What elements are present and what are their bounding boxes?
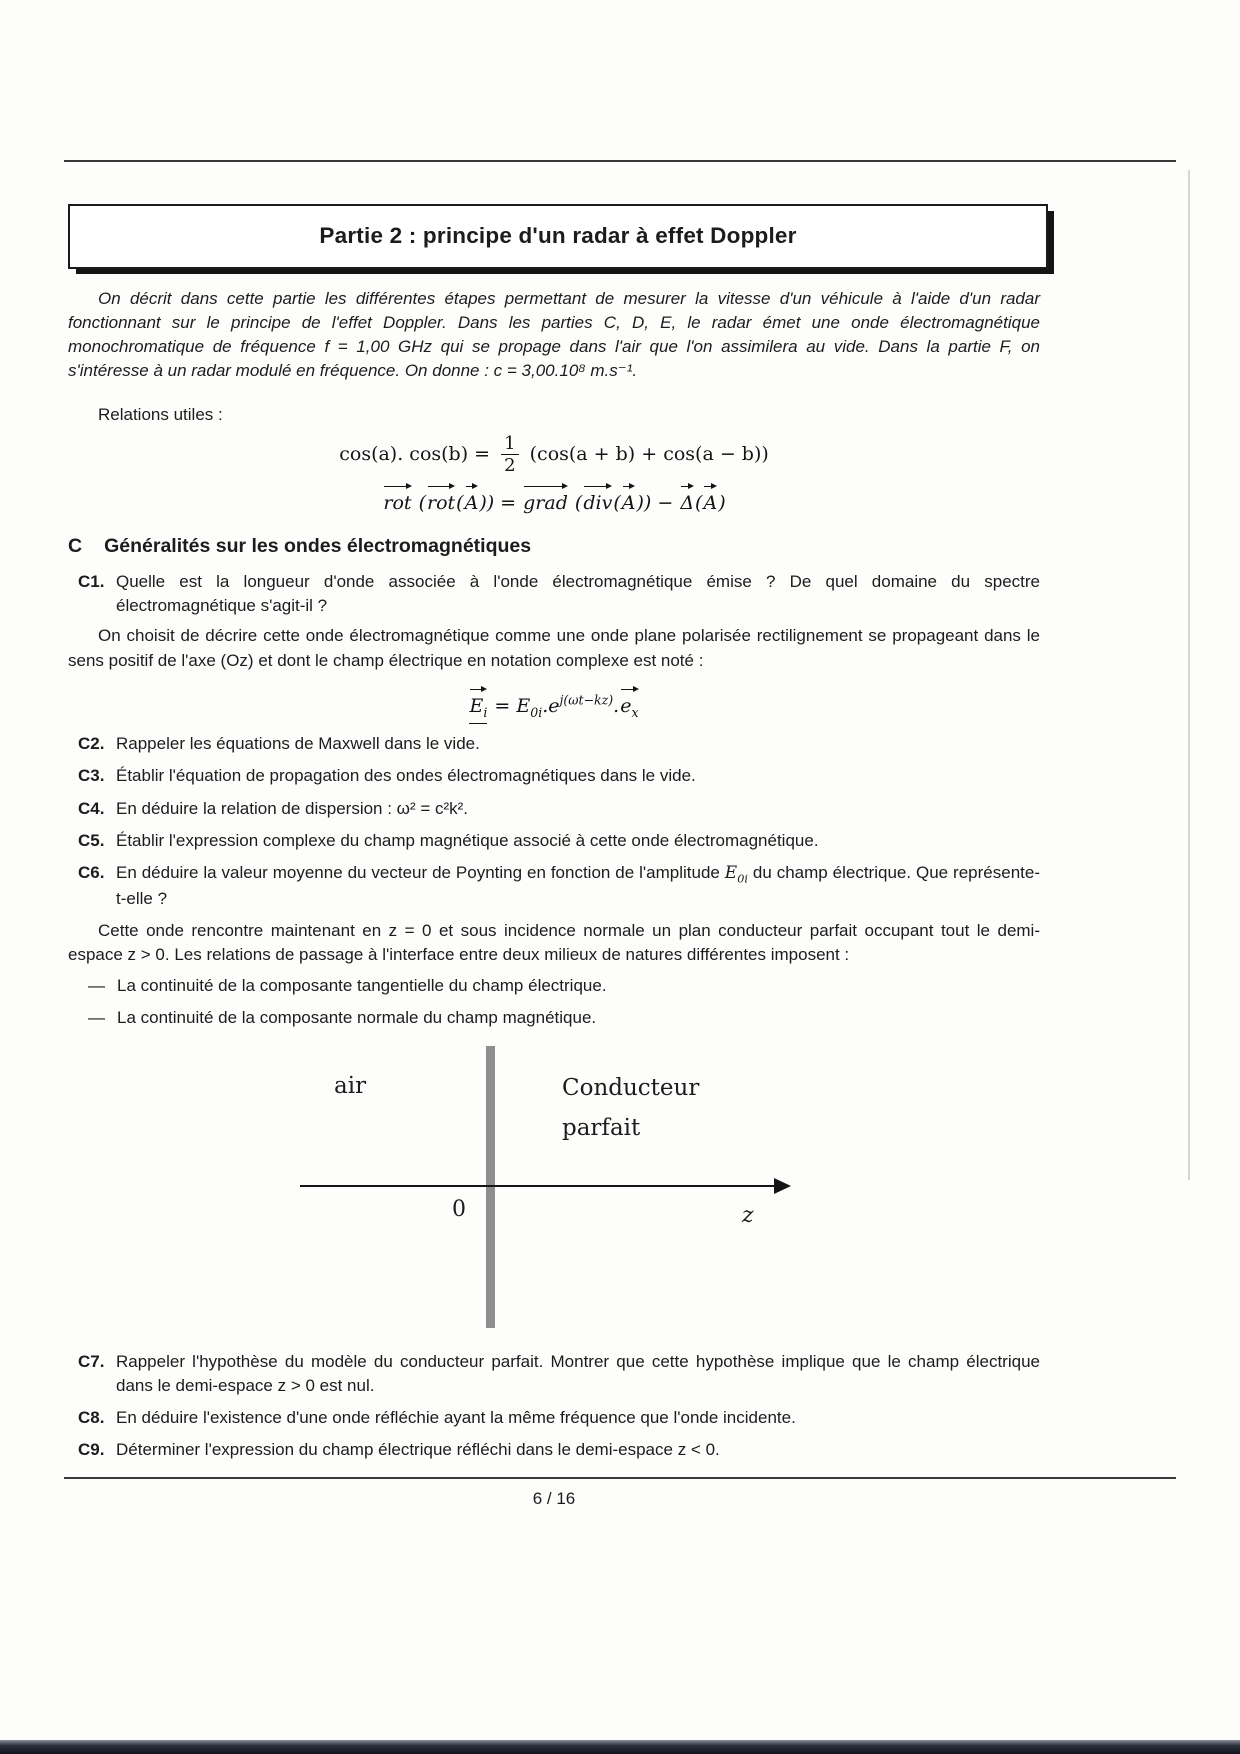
question-c7 [78,1350,1040,1398]
intro-paragraph: On décrit dans cette partie les différentes étapes permettant de mesurer la vitesse d'un véhicule à l'aide d'un radar fonctionnant sur le principe de l'effet Doppler. Dans les parties C, D, E, le radar émet une onde électromagnétique monochromatique de fréquence f = 1,00 GHz qui se propage dans l'air que l'on assimilera au vide. Dans la partie F, on s'intéresse à un radar modulé en fréquence. On donne : c = 3,00.10⁸ m.s⁻¹. [68,288,1040,381]
math-token: e [620,694,632,717]
math-token: cos(a). cos(b) = [339,442,497,465]
grad-operator [523,484,568,517]
question-c5 [78,829,1040,853]
math-token: rot [383,491,412,514]
question-text [116,861,1040,911]
list-item-text: La continuité de la composante tangentielle du champ électrique. [117,976,607,996]
dash-marker: — [88,976,105,996]
z-axis-label: z [742,1202,754,1228]
question-text: Rappeler l'hypothèse du modèle du conducteur parfait. Montrer que cette hypothèse implique que le champ électrique dans le demi-espace z > 0 est nul. [116,1351,1040,1395]
question-c4 [78,797,1040,821]
continuity-item-normal [88,1006,1040,1030]
math-subscript: i [483,704,488,720]
A-vector [703,484,717,517]
question-label: C1. [78,572,105,592]
vector-identity-equation [68,478,1040,517]
interface-paragraph: Cette onde rencontre maintenant en z = 0 et sous incidence normale un plan conducteur parfait occupant tout le demi-espace z > 0. Les relations de passage à l'interface entre deux milieux de natures différentes imposent : [68,921,1040,965]
page-number: 6 / 16 [532,1489,576,1508]
question-c3 [78,764,1040,788]
question-label: C2. [78,734,105,754]
question-label: C4. [78,798,105,818]
question-text: Établir l'expression complexe du champ magnétique associé à cette onde électromagnétique. [116,830,819,850]
origin-label: 0 [452,1196,466,1222]
question-text: Rappeler les équations de Maxwell dans le vide. [116,734,480,754]
section-letter: C [68,534,83,557]
conductor-region-label [562,1068,699,1149]
question-label: C6. [78,862,105,882]
math-superscript: j(ωt−kz) [559,692,614,708]
question-text: Déterminer l'expression du champ électrique réfléchi dans le demi-espace z < 0. [116,1440,720,1460]
fraction-denominator: 2 [504,455,516,477]
math-token: ( [412,491,426,514]
question-label: C9. [78,1440,105,1460]
math-token: ( [568,491,583,514]
ex-unit-vector [620,687,638,722]
math-subscript: 0i [530,704,543,720]
math-token: )) = [479,491,523,514]
math-token: A [464,491,479,514]
rot-operator [383,484,411,517]
question-c2 [78,732,1040,756]
fraction-one-half [501,434,518,476]
math-subscript: 0i [737,872,748,886]
text-fragment: En déduire la valeur moyenne du vecteur de Poynting en fonction de l'amplitude [116,862,725,882]
math-token: Δ [680,491,695,514]
z-axis-arrowhead [774,1178,791,1194]
question-label: C7. [78,1351,105,1371]
question-c9 [78,1438,1040,1462]
math-token: grad [523,491,568,514]
question-label: C8. [78,1407,105,1427]
interface-figure [68,1046,1040,1330]
list-item-text: La continuité de la composante normale du champ magnétique. [117,1007,597,1027]
question-text: En déduire l'existence d'une onde réfléchie ayant la même fréquence que l'onde incidente. [116,1407,796,1427]
math-token: .e [542,694,560,717]
math-token: div [583,491,613,514]
question-c1 [78,570,1040,618]
A-vector [622,484,636,517]
E0i-amplitude-variable [724,862,748,886]
scan-edge-right [1188,170,1190,1180]
math-token: rot [426,491,456,514]
math-token: = E [488,694,531,717]
question-text: Quelle est la longueur d'onde associée à l'onde électromagnétique émise ? De quel domaine du spectre électromagnétique s'agit-il ? [116,572,1040,616]
question-text: Établir l'équation de propagation des ondes électromagnétiques dans le vide. [116,766,696,786]
math-token: ) [718,491,726,514]
math-token: )) − [636,491,680,514]
part-title-box [68,204,1048,269]
math-token: (cos(a + b) + cos(a − b)) [523,442,769,465]
incident-field-equation [68,679,1040,725]
laplacian-operator [680,484,694,517]
math-token: E [724,862,738,883]
continuity-item-tangential [88,974,1040,998]
page-content [68,0,1040,1462]
question-c8 [78,1406,1040,1430]
cos-product-identity [68,434,1040,476]
math-token: ( [613,491,621,514]
scan-edge-bottom [0,1740,1240,1754]
relations-label: Relations utiles : [98,405,223,425]
math-token: A [703,491,718,514]
section-c-heading [68,533,1040,561]
text-fragment: du champ électrique. Que représente-t-elle ? [116,862,1040,909]
question-label: C3. [78,766,105,786]
conductor-label-line2: parfait [562,1114,641,1141]
z-axis-line [300,1185,778,1188]
math-token: E [469,694,484,717]
page-title: Partie 2 : principe d'un radar à effet Doppler [319,223,797,248]
bottom-rule [64,1477,1176,1479]
E-field-vector [469,687,487,725]
conductor-label-line1: Conducteur [562,1074,700,1101]
div-operator [583,484,612,517]
section-title: Généralités sur les ondes électromagnétiques [104,534,532,557]
A-vector [465,484,479,517]
math-token: A [621,491,636,514]
question-c6 [78,861,1040,911]
math-token: ( [695,491,703,514]
rot-operator [427,484,455,517]
math-token: ( [456,491,464,514]
question-text: En déduire la relation de dispersion : ω² = c²k². [116,798,469,818]
fraction-numerator: 1 [501,434,518,455]
dash-marker: — [88,1007,105,1027]
air-region-label: air [334,1072,367,1099]
plane-wave-paragraph: On choisit de décrire cette onde électromagnétique comme une onde plane polarisée rectilignement se propageant dans le sens positif de l'axe (Oz) et dont le champ électrique en notation complexe est noté : [68,626,1040,670]
math-token: . [613,694,620,717]
question-label: C5. [78,830,105,850]
math-subscript: x [631,704,639,720]
